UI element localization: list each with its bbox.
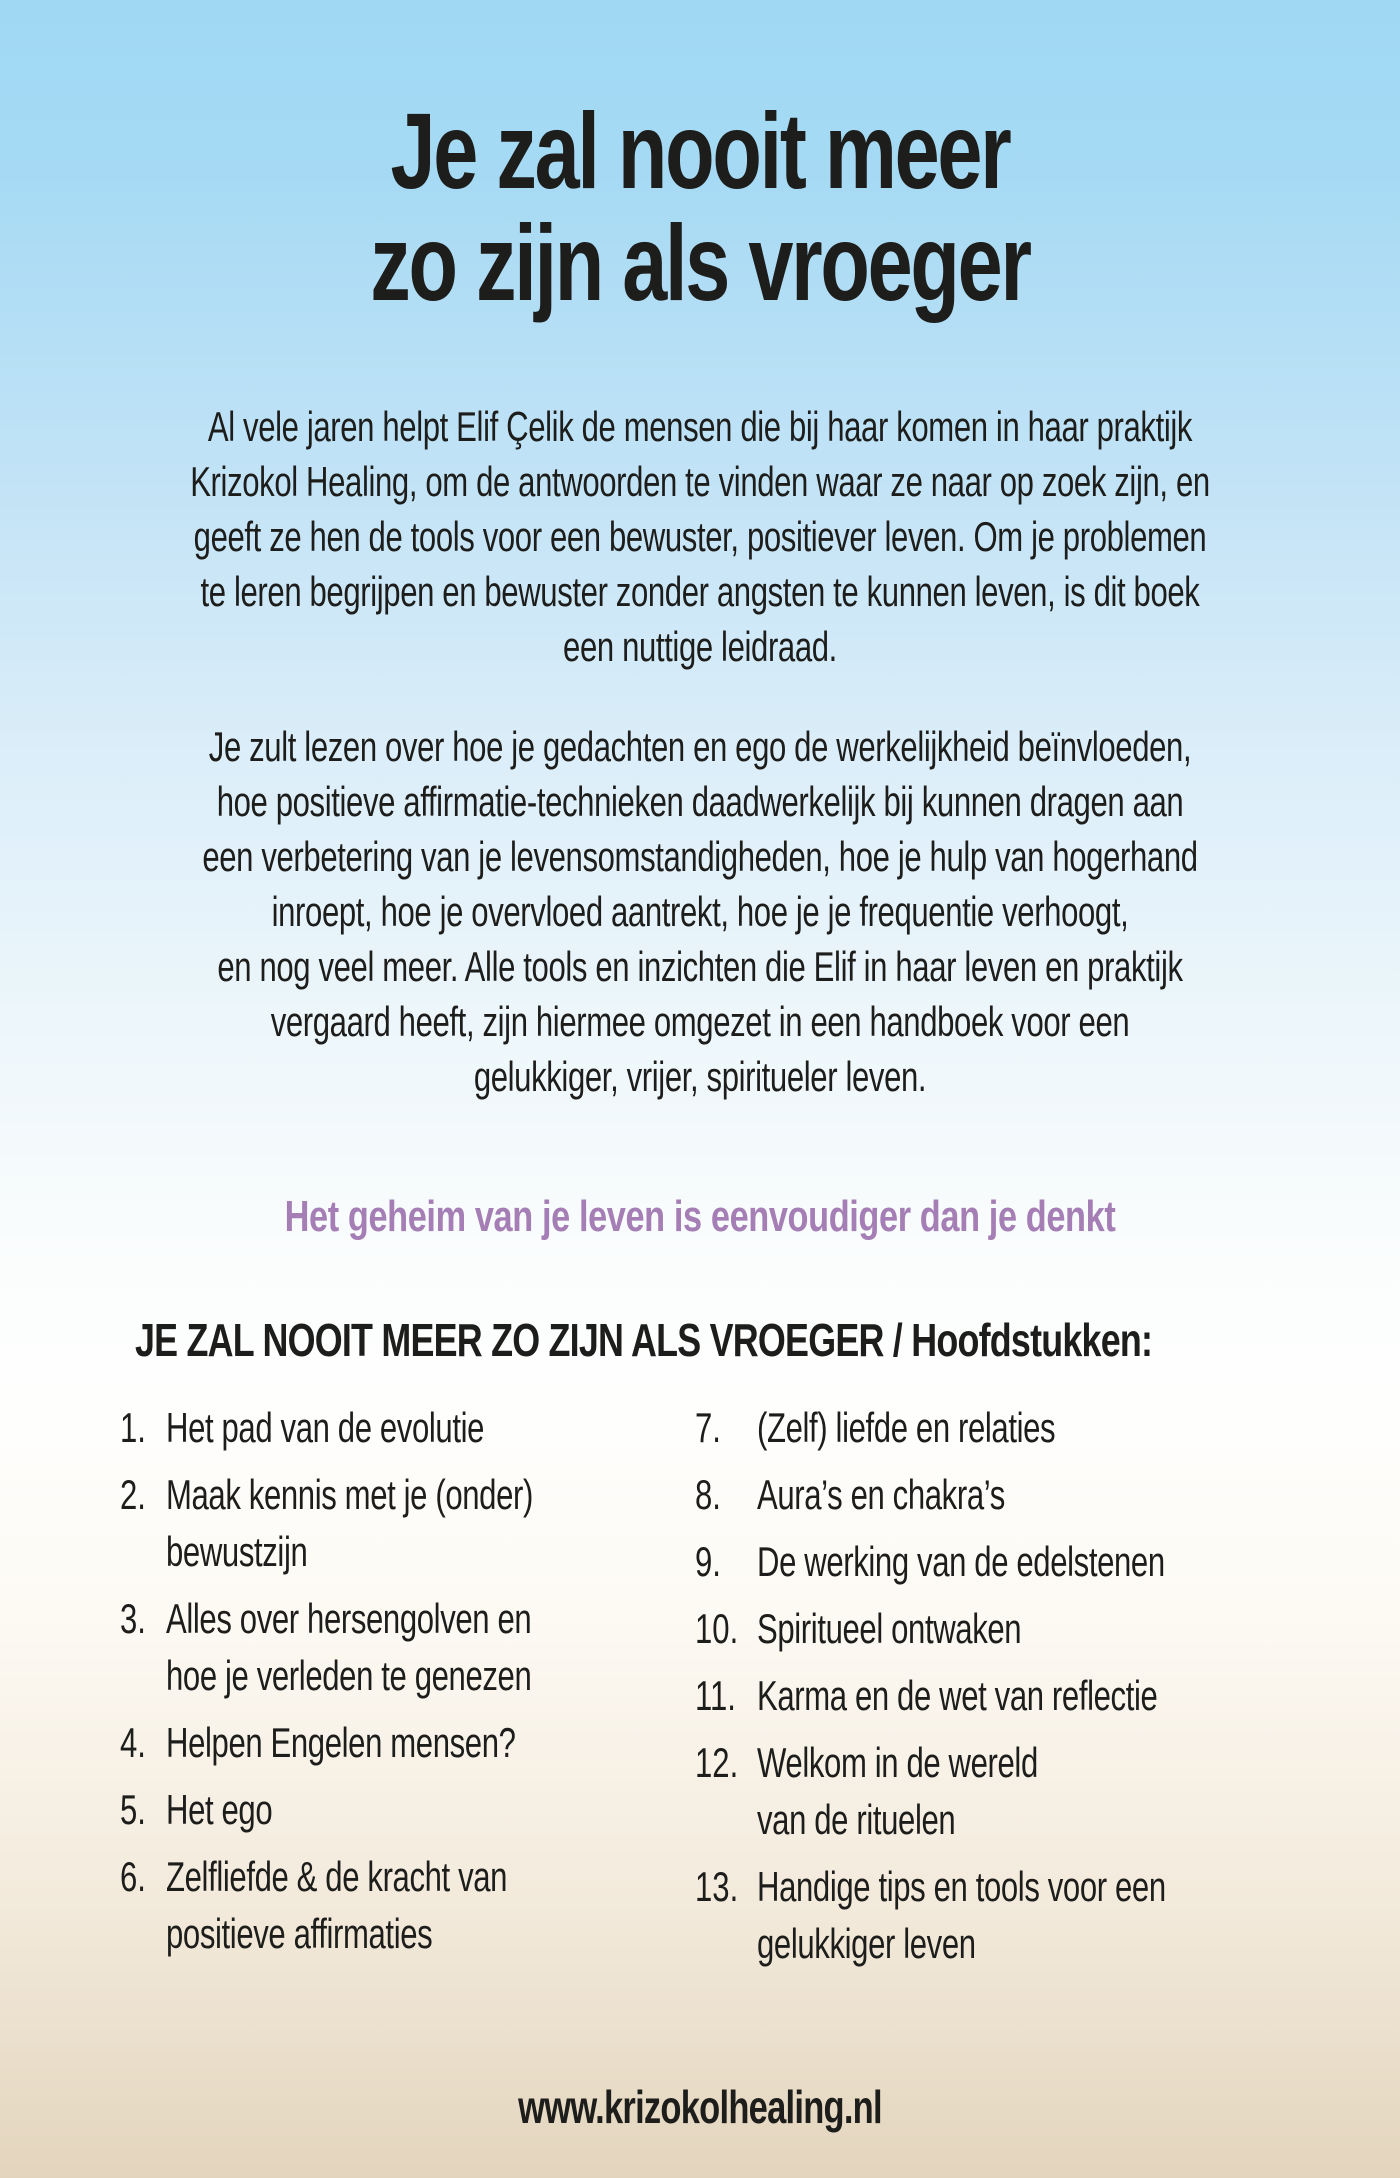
chapter-number: 12. [695, 1739, 739, 1786]
chapter-title: Maak kennis met je (onder) bewustzijn [166, 1471, 533, 1575]
chapter-item-3 [120, 1590, 695, 1704]
chapter-number: 5. [120, 1786, 146, 1833]
chapter-item-7 [695, 1399, 1400, 1456]
paragraph-line: Je zult lezen over hoe je gedachten en ego de werkelijkheid beïnvloeden, [208, 723, 1192, 770]
chapter-number: 1. [120, 1404, 146, 1451]
paragraph-line: geeft ze hen de tools voor een bewuster, positiever leven. Om je problemen [193, 513, 1207, 560]
chapter-number: 3. [120, 1595, 146, 1642]
chapter-item-2 [120, 1466, 695, 1580]
chapter-item-5 [120, 1781, 695, 1838]
tagline: Het geheim van je leven is eenvoudiger dan je denkt [284, 1192, 1116, 1241]
chapters-list [120, 1399, 1400, 1982]
chapter-item-1 [120, 1399, 695, 1456]
chapter-title: Zelfliefde & de kracht van positieve affirmaties [166, 1853, 508, 1957]
chapter-number: 6. [120, 1853, 146, 1900]
chapter-item-6 [120, 1848, 695, 1962]
chapter-title: (Zelf) liefde en relaties [757, 1404, 1056, 1451]
chapters-heading: JE ZAL NOOIT MEER ZO ZIJN ALS VROEGER / Hoofdstukken: [135, 1314, 1153, 1366]
chapter-title: Handige tips en tools voor een gelukkiger leven [757, 1863, 1166, 1967]
chapter-title: De werking van de edelstenen [757, 1538, 1165, 1585]
book-title-line: zo zijn als vroeger [370, 202, 1030, 323]
chapter-number: 13. [695, 1863, 739, 1910]
chapter-number: 7. [695, 1404, 721, 1451]
chapter-title: Welkom in de wereld van de rituelen [757, 1739, 1038, 1843]
chapter-title: Het pad van de evolutie [166, 1404, 485, 1451]
chapter-number: 11. [695, 1672, 736, 1719]
paragraph-line: gelukkiger, vrijer, spiritueler leven. [473, 1053, 927, 1100]
paragraph-line: Al vele jaren helpt Elif Çelik de mensen die bij haar komen in haar praktijk [207, 403, 1193, 450]
paragraph-line: vergaard heeft, zijn hiermee omgezet in een handboek voor een [270, 998, 1130, 1045]
body-paragraph [182, 719, 1218, 1104]
paragraph-line: een nuttige leidraad. [563, 623, 837, 670]
paragraph-line: inroept, hoe je overvloed aantrekt, hoe je je frequentie verhoogt, [271, 888, 1129, 935]
chapters-column-right [695, 1399, 1400, 1982]
book-title-line: Je zal nooit meer [390, 90, 1010, 211]
chapter-item-13 [695, 1858, 1400, 1972]
chapter-number: 10. [695, 1605, 739, 1652]
book-title [175, 0, 1225, 323]
paragraph-line: en nog veel meer. Alle tools en inzichten die Elif in haar leven en praktijk [217, 943, 1183, 990]
chapter-number: 9. [695, 1538, 721, 1585]
chapter-item-11 [695, 1667, 1400, 1724]
chapters-column-left [120, 1399, 695, 1972]
chapter-number: 4. [120, 1719, 146, 1766]
chapter-number: 2. [120, 1471, 146, 1518]
chapter-title: Alles over hersengolven en hoe je verleden te genezen [166, 1595, 532, 1699]
intro-paragraph [182, 399, 1218, 674]
chapter-item-10 [695, 1600, 1400, 1657]
chapter-item-12 [695, 1734, 1400, 1848]
chapter-title: Karma en de wet van reflectie [757, 1672, 1158, 1719]
chapter-item-8 [695, 1466, 1400, 1523]
website-url: www.krizokolhealing.nl [518, 2081, 882, 2133]
chapter-item-4 [120, 1714, 695, 1771]
chapter-item-9 [695, 1533, 1400, 1590]
paragraph-line: te leren begrijpen en bewuster zonder angsten te kunnen leven, is dit boek [200, 568, 1200, 615]
chapter-title: Spiritueel ontwaken [757, 1605, 1022, 1652]
paragraph-line: een verbetering van je levensomstandigheden, hoe je hulp van hogerhand [202, 833, 1198, 880]
paragraph-line: hoe positieve affirmatie-technieken daadwerkelijk bij kunnen dragen aan [216, 778, 1184, 825]
paragraph-line: Krizokol Healing, om de antwoorden te vinden waar ze naar op zoek zijn, en [190, 458, 1210, 505]
chapter-title: Aura’s en chakra’s [757, 1471, 1005, 1518]
chapter-title: Het ego [166, 1786, 273, 1833]
chapter-number: 8. [695, 1471, 721, 1518]
chapter-title: Helpen Engelen mensen? [166, 1719, 516, 1766]
